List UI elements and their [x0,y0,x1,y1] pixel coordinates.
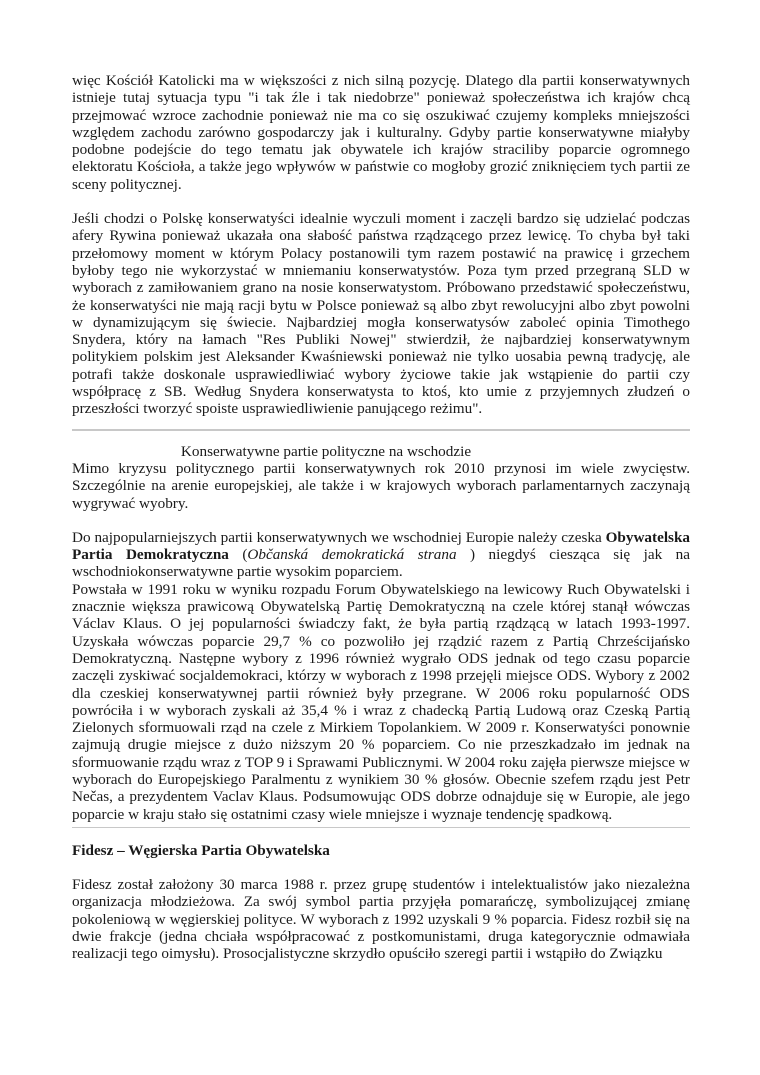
paragraph: więc Kościół Katolicki ma w większości z nich silną pozycję. Dlatego dla partii konserwatywnych istnieje tutaj sytuacja typu "i tak źle i tak niedobrze" ponieważ społeczeństwa ich krajów chcą przejmować wzroce zachodnie ponieważ nie ma co się oszukiwać czujemy kompleks mniejszości względem zachodu zarówno gospodarczy jak i kulturalny. Gdyby partie konserwatywne miałyby podobne podejście do tego tematu jak obywatele ich krajów straciliby poparcie ogromnego elektoratu Kościoła, a także jego wpływów w państwie co mogłoby grozić zniknięciem tych partii ze sceny politycznej. [72,72,690,193]
paragraph-gap [72,193,690,210]
paragraph: Powstała w 1991 roku w wyniku rozpadu Forum Obywatelskiego na lewicowy Ruch Obywatelski i znacznie większa prawicową Obywatelską Partię Demokratyczną na czele której stanął wówczas Václav Klaus. O jej popularności świadczy fakt, że była partią rządzącą w latach 1993-1997. Uzyskała wówczas poparcie 29,7 % co pozwoliło jej rządzić razem z Partią Chrześcijańsko Demokratyczną. Następne wybory z 1996 również wygrało ODS jednak od tego czasu poparcie zaczęli zyskiwać socjaldemokraci, którzy w wyborach z 1998 przejęli miejsce ODS. Wybory z 2002 dla czeskiej konserwatywnej partii również były przegrane. W 2006 roku popularność ODS powróciła i w wyborach zyskali aż 35,4 % i wraz z chadecką Partią Ludową oraz Czeską Partią Zielonych sformuowali rząd na czele z Mirkiem Topolankiem. W 2009 r. Konserwatyści ponownie zajmują drugie miejsce z dużo niższym 20 % poparciem. Co nie przeszkadzało im jednak na sformuowanie rządu wraz z TOP 9 i Sprawami Publicznymi. W 2004 roku zajęła pierwsze miejsce w wyborach do Europejskiego Paralmentu z wynikiem 30 % głosów. Obecnie szefem rządu jest Petr Nečas, a prezydentem Vaclav Klaus. Podsumowując ODS dobrze odnajduje się w Europie, ale jego poparcie w kraju stało się ostatnimi czasy wiele mniejsze i wyznaje tendencję spadkową. [72,580,690,823]
paragraph-gap [72,512,690,529]
document-page [72,72,690,963]
section-divider [72,827,690,828]
paragraph: Fidesz został założony 30 marca 1988 r. przez grupę studentów i intelektualistów jako niezależna organizacja młodzieżowa. Za swój symbol partia przyjęła pomarańczę, symbolizującej zmianę pokoleniową w węgierskiej polityce. W wyborach z 1992 uzyskali 9 % poparcia. Fidesz rozbił się na dwie frakcje (jedna chciała współpracować z postkomunistami, druga kategorycznie odmawiała realizacji tego oimysłu). Prosocjalistyczne skrzydło opuściło szeregi partii i wstąpiło do Związku [72,876,690,963]
section-divider [72,429,690,431]
paragraph-text: Do najpopularniejszych partii konserwatywnych we wschodniej Europie należy czeska [72,528,602,546]
paragraph: Mimo kryzysu politycznego partii konserwatywnych rok 2010 przynosi im wiele zwycięstw. Szczególnie na arenie europejskiej, ale także i w krajowych wyborach parlamentarnych zaczynają wygrywać wyobry. [72,459,690,512]
section-title: Konserwatywne partie polityczne na wschodzie [180,442,472,460]
party-name: Obywatelska Partia Demokratyczna [72,528,690,564]
paragraph: Jeśli chodzi o Polskę konserwatyści idealnie wyczuli moment i zaczęli bardzo się udzielać podczas afery Rywina ponieważ ukazała ona słabość państwa rządzącego przez lewicę. To chyba był taki przełomowy moment w którym Polacy postanowili tym razem postawić na prawicę i grzechem byłoby tego nie wykorzystać w mniemaniu konserwatystów. Poza tym przed przegraną SLD w wyborach z zamiłowaniem grano na nosie konserwatystom. Próbowano przedstawić społeczeństwu, że konserwatyści nie mają racji bytu w Polsce ponieważ są albo zbyt rewolucyjni albo zbyt powolni w dynamizującym się świecie. Najbardziej mogła konserwatysów zaboleć opinia Timothego Snydera, który na łamach "Res Publiki Nowej" stwierdził, że najbardziej konserwatywnym politykiem polskim jest Aleksander Kwaśniewski ponieważ nie tylko uosabia pewną tradycję, ale potrafi także doskonale usprawiedliwiać wybory życiowe takie jak wstąpienie do partii czy współpracę z SB. Według Snydera konserwatysta to ktoś, kto umie z przyjemnych złudzeń o przeszłości tworzyć spoiste usprawiedliwienie panującego reżimu". [72,210,690,418]
party-native-name: Občanská demokratická strana [247,546,457,564]
paragraph: Do najpopularniejszych partii konserwatywnych we wschodniej Europie należy czeska Obywatelska Partia Demokratyczna (Občanská demokratická strana ) niegdyś ciesząca się jak na wschodniokonserwatywne partie wysokim poparciem. [72,528,690,581]
section-heading: Fidesz – Węgierska Partia Obywatelska [72,841,330,859]
paragraph-text: niegdyś ciesząca się jak na wschodniokonserwatywne partie wysokim poparciem. [72,546,690,581]
